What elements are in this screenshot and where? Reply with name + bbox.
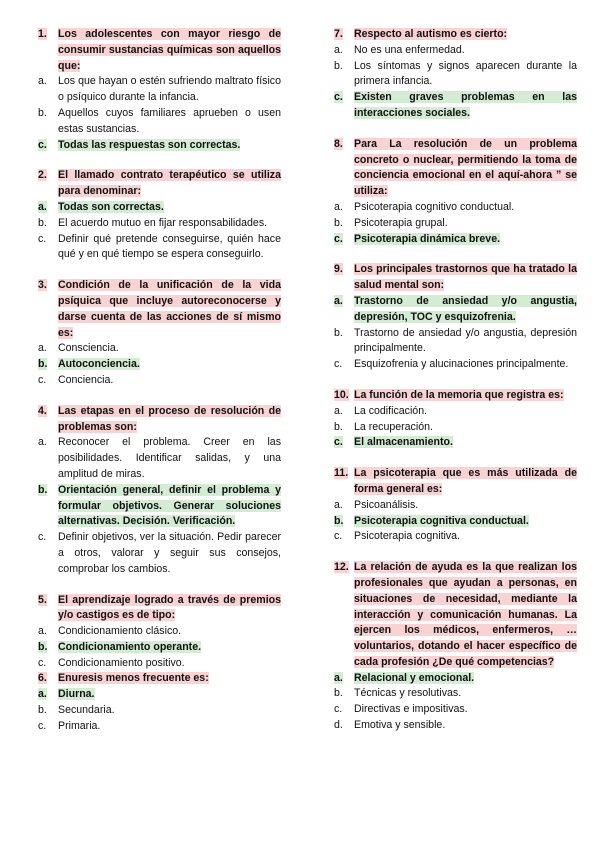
option-letter: b.: [334, 420, 343, 433]
option-text: Trastorno de ansiedad y/o angustia, depresión, TOC y esquizofrenia.: [354, 294, 577, 323]
option-text: La recuperación.: [354, 420, 433, 433]
question-text: Para La resolución de un problema concreto o nuclear, permitiendo la toma de conciencia emocional en el aquí-ahora ” se utiliza:: [354, 137, 577, 198]
question-text: El aprendizaje logrado a través de premios y/o castigos es de tipo:: [58, 593, 281, 622]
option-letter: c.: [334, 703, 343, 716]
option-text: Esquizofrenia y alucinaciones principalmente.: [354, 358, 569, 371]
question-line: [38, 278, 281, 341]
answer-option: [334, 59, 577, 91]
option-letter: c.: [38, 656, 47, 669]
option-letter: c.: [38, 138, 47, 151]
option-letter: c.: [334, 358, 343, 371]
answer-option-correct: [334, 435, 577, 451]
option-letter: a.: [334, 200, 343, 213]
question-line: [38, 404, 281, 436]
answer-option: [334, 529, 577, 545]
question-block: [38, 168, 281, 263]
option-letter: a.: [334, 404, 343, 417]
question-text: La relación de ayuda es la que realizan los profesionales que ayudan a personas, en situaciones de necesidad, mediante la interacción y comunicación humanas. La ejercen los médicos, enfermeros, … voluntarios, dotando el hacer específico de cada profesión ¿De qué competencias?: [354, 561, 577, 668]
option-letter: b.: [334, 687, 343, 700]
question-line: [38, 671, 281, 687]
option-text: Condicionamiento positivo.: [58, 656, 185, 669]
answer-option: [334, 216, 577, 232]
option-text: Primaria.: [58, 719, 101, 732]
option-letter: b.: [38, 358, 48, 371]
right-column: [334, 27, 577, 749]
option-text: Psicoterapia cognitiva.: [354, 530, 460, 543]
answer-option: [38, 373, 281, 389]
option-letter: b.: [38, 216, 47, 229]
option-letter: c.: [38, 531, 47, 544]
option-letter: b.: [38, 483, 48, 496]
question-number: 6.: [38, 672, 47, 685]
option-text: Secundaria.: [58, 704, 115, 717]
question-text: La función de la memoria que registra es:: [354, 388, 564, 401]
answer-option-correct: [334, 232, 577, 248]
question-block: [334, 466, 577, 545]
question-line: [334, 137, 577, 200]
answer-option-correct: [38, 483, 281, 530]
option-text: Orientación general, definir el problema y formular objetivos. Generar soluciones alternativas. Decisión. Verificación.: [58, 483, 281, 528]
option-text: Los que hayan o estén sufriendo maltrato físico o psíquico durante la infancia.: [58, 75, 281, 104]
answer-option: [38, 719, 281, 735]
option-letter: c.: [38, 719, 47, 732]
answer-option: [334, 686, 577, 702]
option-letter: d.: [334, 719, 343, 732]
question-block: [38, 278, 281, 389]
option-letter: a.: [334, 671, 343, 684]
question-block: [334, 137, 577, 248]
question-line: [334, 560, 577, 671]
option-text: Psicoanálisis.: [354, 498, 419, 511]
option-letter: a.: [38, 436, 47, 449]
answer-option: [334, 326, 577, 358]
option-text: Psicoterapia cognitivo conductual.: [354, 200, 515, 213]
option-text: Definir objetivos, ver la situación. Pedir parecer a otros, valorar y seguir sus consejos, comprobar los cambios.: [58, 531, 281, 575]
option-letter: b.: [334, 59, 343, 72]
answer-option: [38, 106, 281, 138]
option-letter: a.: [334, 498, 343, 511]
answer-option: [38, 656, 281, 672]
question-block: [38, 593, 281, 672]
option-text: Emotiva y sensible.: [354, 719, 446, 732]
answer-option-correct: [38, 200, 281, 216]
question-block: [334, 27, 577, 122]
question-line: [38, 27, 281, 74]
question-text: Respecto al autismo es cierto:: [354, 28, 508, 40]
question-block: [334, 560, 577, 734]
option-letter: c.: [334, 91, 343, 104]
option-text: Psicoterapia cognitiva conductual.: [354, 514, 529, 527]
question-line: [334, 388, 577, 404]
answer-option-correct: [334, 90, 577, 122]
option-text: Condicionamiento operante.: [58, 640, 202, 653]
answer-option: [38, 232, 281, 264]
answer-option: [38, 341, 281, 357]
option-text: Los síntomas y signos aparecen durante la primera infancia.: [354, 59, 577, 88]
option-text: Existen graves problemas en las interacciones sociales.: [354, 91, 577, 119]
question-text: El llamado contrato terapéutico se utiliza para denominar:: [58, 169, 281, 198]
answer-option: [38, 530, 281, 577]
question-number: 7.: [334, 28, 343, 40]
option-text: Diurna.: [58, 688, 95, 701]
option-letter: a.: [334, 294, 343, 307]
option-text: Todas las respuestas son correctas.: [58, 138, 241, 151]
option-text: Relacional y emocional.: [354, 671, 475, 684]
option-letter: b.: [38, 704, 47, 717]
option-text: Trastorno de ansiedad y/o angustia, depresión principalmente.: [354, 326, 577, 355]
option-letter: b.: [334, 514, 344, 527]
option-text: Definir qué pretende conseguirse, quién hace qué y en qué tiempo se espera conseguirlo.: [58, 232, 281, 261]
question-text: Los principales trastornos que ha tratado la salud mental son:: [354, 263, 577, 292]
question-number: 4.: [38, 404, 47, 417]
answer-option-correct: [334, 514, 577, 530]
option-text: No es una enfermedad.: [354, 43, 465, 56]
option-letter: a.: [38, 625, 47, 638]
answer-option: [38, 703, 281, 719]
option-text: Autoconciencia.: [58, 358, 140, 371]
question-text: Los adolescentes con mayor riesgo de consumir sustancias químicas son aquellos que:: [58, 28, 281, 72]
answer-option: [38, 624, 281, 640]
answer-option-correct: [334, 294, 577, 326]
question-number: 11.: [334, 467, 349, 480]
answer-option: [334, 718, 577, 734]
question-line: [334, 27, 577, 43]
answer-option: [334, 702, 577, 718]
option-text: Aquellos cuyos familiares aprueben o usen estas sustancias.: [58, 106, 281, 135]
answer-option-correct: [38, 640, 281, 656]
option-text: Reconocer el problema. Creer en las posibilidades. Identificar salidas, y una amplitud de miras.: [58, 436, 281, 480]
option-text: Todas son correctas.: [58, 200, 164, 213]
question-number: 5.: [38, 593, 47, 606]
question-block: [334, 388, 577, 451]
question-text: Condición de la unificación de la vida psíquica que incluye autoreconocerse y darse cuenta de las acciones de sí mismo es:: [58, 279, 281, 339]
question-line: [38, 593, 281, 625]
question-block: [334, 262, 577, 373]
question-number: 8.: [334, 137, 343, 150]
option-letter: b.: [38, 106, 47, 119]
option-text: Consciencia.: [58, 342, 119, 355]
question-text: Las etapas en el proceso de resolución de problemas son:: [58, 404, 281, 433]
question-text: Enuresis menos frecuente es:: [58, 672, 209, 685]
left-column: [38, 27, 281, 750]
question-number: 1.: [38, 28, 47, 40]
question-line: [334, 466, 577, 498]
question-line: [334, 262, 577, 294]
question-block: [38, 27, 281, 153]
option-letter: c.: [334, 232, 343, 245]
option-text: Conciencia.: [58, 373, 114, 386]
question-number: 3.: [38, 279, 47, 292]
question-line: [38, 168, 281, 200]
question-block: [38, 671, 281, 734]
answer-option: [38, 216, 281, 232]
option-text: El almacenamiento.: [354, 436, 453, 449]
option-letter: c.: [38, 373, 47, 386]
option-letter: c.: [334, 436, 343, 449]
option-text: Psicoterapia grupal.: [354, 216, 448, 229]
option-letter: a.: [334, 43, 343, 56]
option-text: Directivas e impositivas.: [354, 703, 468, 716]
answer-option: [334, 200, 577, 216]
answer-option-correct: [38, 357, 281, 373]
answer-option-correct: [334, 671, 577, 687]
option-letter: b.: [334, 216, 343, 229]
question-block: [38, 404, 281, 578]
question-number: 12.: [334, 561, 349, 574]
option-letter: c.: [38, 232, 47, 245]
option-text: Técnicas y resolutivas.: [354, 687, 462, 700]
option-letter: c.: [334, 530, 343, 543]
answer-option: [334, 43, 577, 59]
question-number: 2.: [38, 169, 47, 182]
option-text: La codificación.: [354, 404, 428, 417]
option-letter: a.: [38, 75, 47, 88]
option-text: Psicoterapia dinámica breve.: [354, 232, 501, 245]
answer-option: [334, 404, 577, 420]
option-letter: b.: [38, 640, 48, 653]
answer-option: [334, 357, 577, 373]
option-letter: b.: [334, 326, 343, 339]
answer-option: [334, 498, 577, 514]
option-text: Condicionamiento clásico.: [58, 625, 182, 638]
question-number: 10.: [334, 388, 349, 401]
option-text: El acuerdo mutuo en fijar responsabilidades.: [58, 216, 268, 229]
answer-option-correct: [38, 687, 281, 703]
answer-option-correct: [38, 138, 281, 154]
option-letter: a.: [38, 342, 47, 355]
answer-option: [38, 74, 281, 106]
question-text: La psicoterapia que es más utilizada de forma general es:: [354, 467, 577, 495]
option-letter: a.: [38, 200, 47, 213]
question-number: 9.: [334, 263, 343, 276]
option-letter: a.: [38, 688, 47, 701]
answer-option: [38, 435, 281, 482]
answer-option: [334, 420, 577, 436]
